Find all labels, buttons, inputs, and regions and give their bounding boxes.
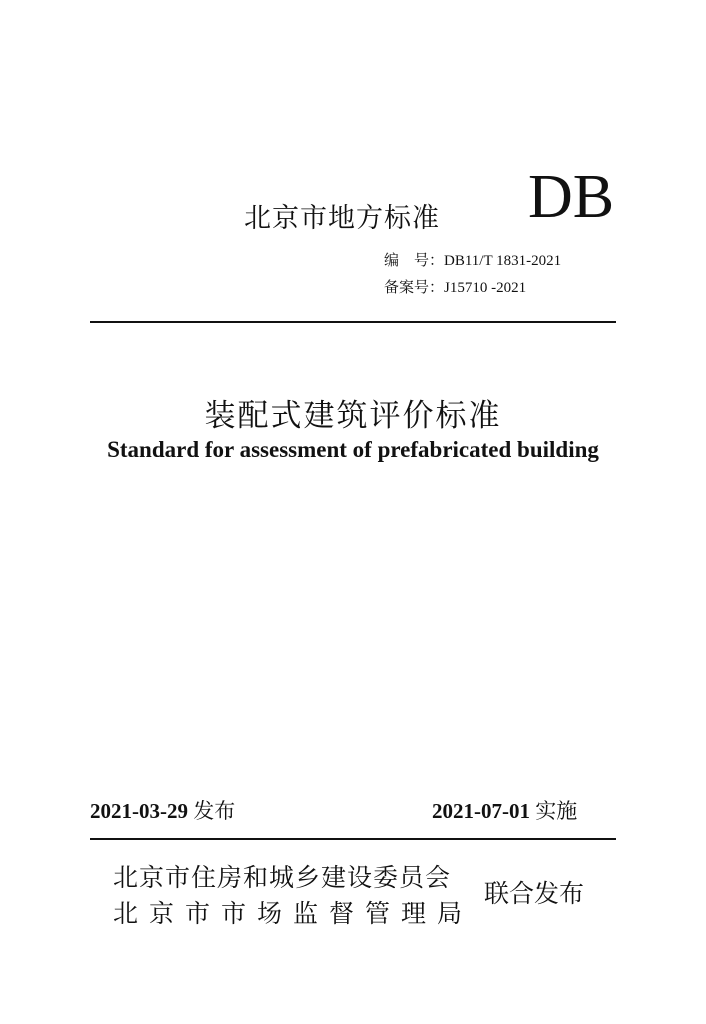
issue-date: 2021-03-29 xyxy=(90,799,188,823)
filing-number-row xyxy=(384,276,526,297)
title-english: Standard for assessment of prefabricated building xyxy=(107,437,599,462)
issue-date-line xyxy=(90,795,235,825)
implement-label: 实施 xyxy=(535,799,578,823)
db-mark: DB xyxy=(528,163,615,231)
joint-publish-label: 联合发布 xyxy=(484,879,585,908)
standard-number-value: DB11/T 1831-2021 xyxy=(444,253,562,269)
implement-date-line xyxy=(432,795,577,825)
issue-label: 发布 xyxy=(193,799,236,823)
publisher-housing-commission: 北京市住房和城乡建设委员会 xyxy=(113,863,452,892)
filing-number-label: 备案号： xyxy=(384,278,445,296)
publisher-market-administration: 北京市市场监督管理局 xyxy=(113,899,474,928)
standard-number-row xyxy=(384,249,561,270)
local-standard-label: 北京市地方标准 xyxy=(244,203,440,234)
top-divider xyxy=(90,321,616,323)
filing-number-value: J15710 -2021 xyxy=(444,280,527,296)
implement-date: 2021-07-01 xyxy=(432,799,530,823)
bottom-divider xyxy=(90,838,616,840)
title-chinese: 装配式建筑评价标准 xyxy=(204,398,502,434)
standard-number-label: 编 号： xyxy=(384,251,445,269)
